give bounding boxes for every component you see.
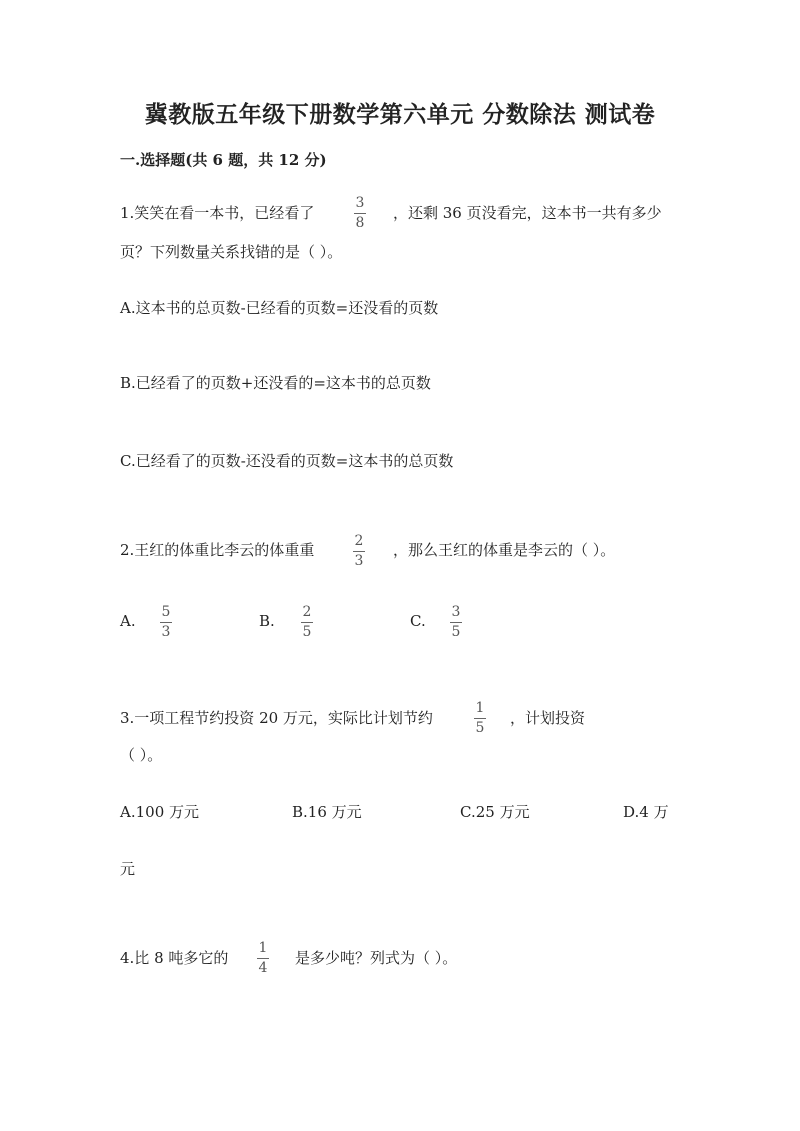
- q4-frac-num: 1: [258, 940, 268, 956]
- q1-option-b[interactable]: B.已经看了的页数+还没看的=这本书的总页数: [120, 374, 431, 392]
- q3-text: 3.一项工程节约投资 20 万元，实际比计划节约: [120, 709, 433, 727]
- fraction-bar: [257, 958, 269, 959]
- q1-frac-den: 8: [355, 215, 365, 231]
- q4-frac-den: 4: [258, 960, 268, 976]
- section-heading: 一.选择题(共 6 题，共 12 分): [120, 151, 327, 169]
- q1-frac-num: 3: [355, 195, 365, 211]
- q2-b-num: 2: [302, 604, 312, 620]
- fraction-bar: [160, 622, 172, 623]
- q3-text-cont: ，计划投资: [510, 709, 586, 727]
- fraction-bar: [450, 622, 462, 623]
- q2-option-b-fraction[interactable]: [301, 604, 313, 640]
- fraction-bar: [353, 551, 365, 552]
- q2-b-den: 5: [302, 624, 312, 640]
- q3-fraction: [474, 700, 486, 736]
- q2-option-a-fraction[interactable]: [160, 604, 172, 640]
- q4-text: 4.比 8 吨多它的: [120, 949, 229, 967]
- q2-option-a-label[interactable]: A.: [120, 612, 136, 630]
- q2-option-b-label[interactable]: B.: [259, 612, 275, 630]
- q1-text: 1.笑笑在看一本书，已经看了: [120, 204, 315, 222]
- q2-fraction: [353, 533, 365, 569]
- page-title: 冀教版五年级下册数学第六单元 分数除法 测试卷: [144, 101, 656, 128]
- q2-frac-num: 2: [354, 533, 364, 549]
- q1-text-line2: 页？下列数量关系找错的是（ ）。: [120, 243, 343, 261]
- q2-c-den: 5: [451, 624, 461, 640]
- q3-text-line2: （ ）。: [120, 746, 163, 764]
- q2-frac-den: 3: [354, 553, 364, 569]
- q2-c-num: 3: [451, 604, 461, 620]
- q3-frac-den: 5: [475, 720, 485, 736]
- q1-option-c[interactable]: C.已经看了的页数-还没看的页数=这本书的总页数: [120, 452, 454, 470]
- q3-frac-num: 1: [475, 700, 485, 716]
- q3-option-d-wrap[interactable]: 元: [120, 860, 136, 878]
- q3-option-b[interactable]: B.16 万元: [292, 803, 362, 821]
- fraction-bar: [354, 213, 366, 214]
- q1-text-cont: ，还剩 36 页没看完，这本书一共有多少: [393, 204, 662, 222]
- q2-text-cont: ，那么王红的体重是李云的（ ）。: [393, 541, 616, 559]
- fraction-bar: [474, 718, 486, 719]
- q2-a-num: 5: [161, 604, 171, 620]
- q4-text-cont: 是多少吨？列式为（ ）。: [295, 949, 458, 967]
- q2-a-den: 3: [161, 624, 171, 640]
- q2-text: 2.王红的体重比李云的体重重: [120, 541, 315, 559]
- q2-option-c-label[interactable]: C.: [410, 612, 426, 630]
- q2-option-c-fraction[interactable]: [450, 604, 462, 640]
- q1-fraction: [354, 195, 366, 231]
- q3-option-c[interactable]: C.25 万元: [460, 803, 530, 821]
- q1-option-a[interactable]: A.这本书的总页数-已经看的页数=还没看的页数: [120, 299, 439, 317]
- q3-option-d[interactable]: D.4 万: [623, 803, 669, 821]
- q3-option-a[interactable]: A.100 万元: [120, 803, 199, 821]
- fraction-bar: [301, 622, 313, 623]
- q4-fraction: [257, 940, 269, 976]
